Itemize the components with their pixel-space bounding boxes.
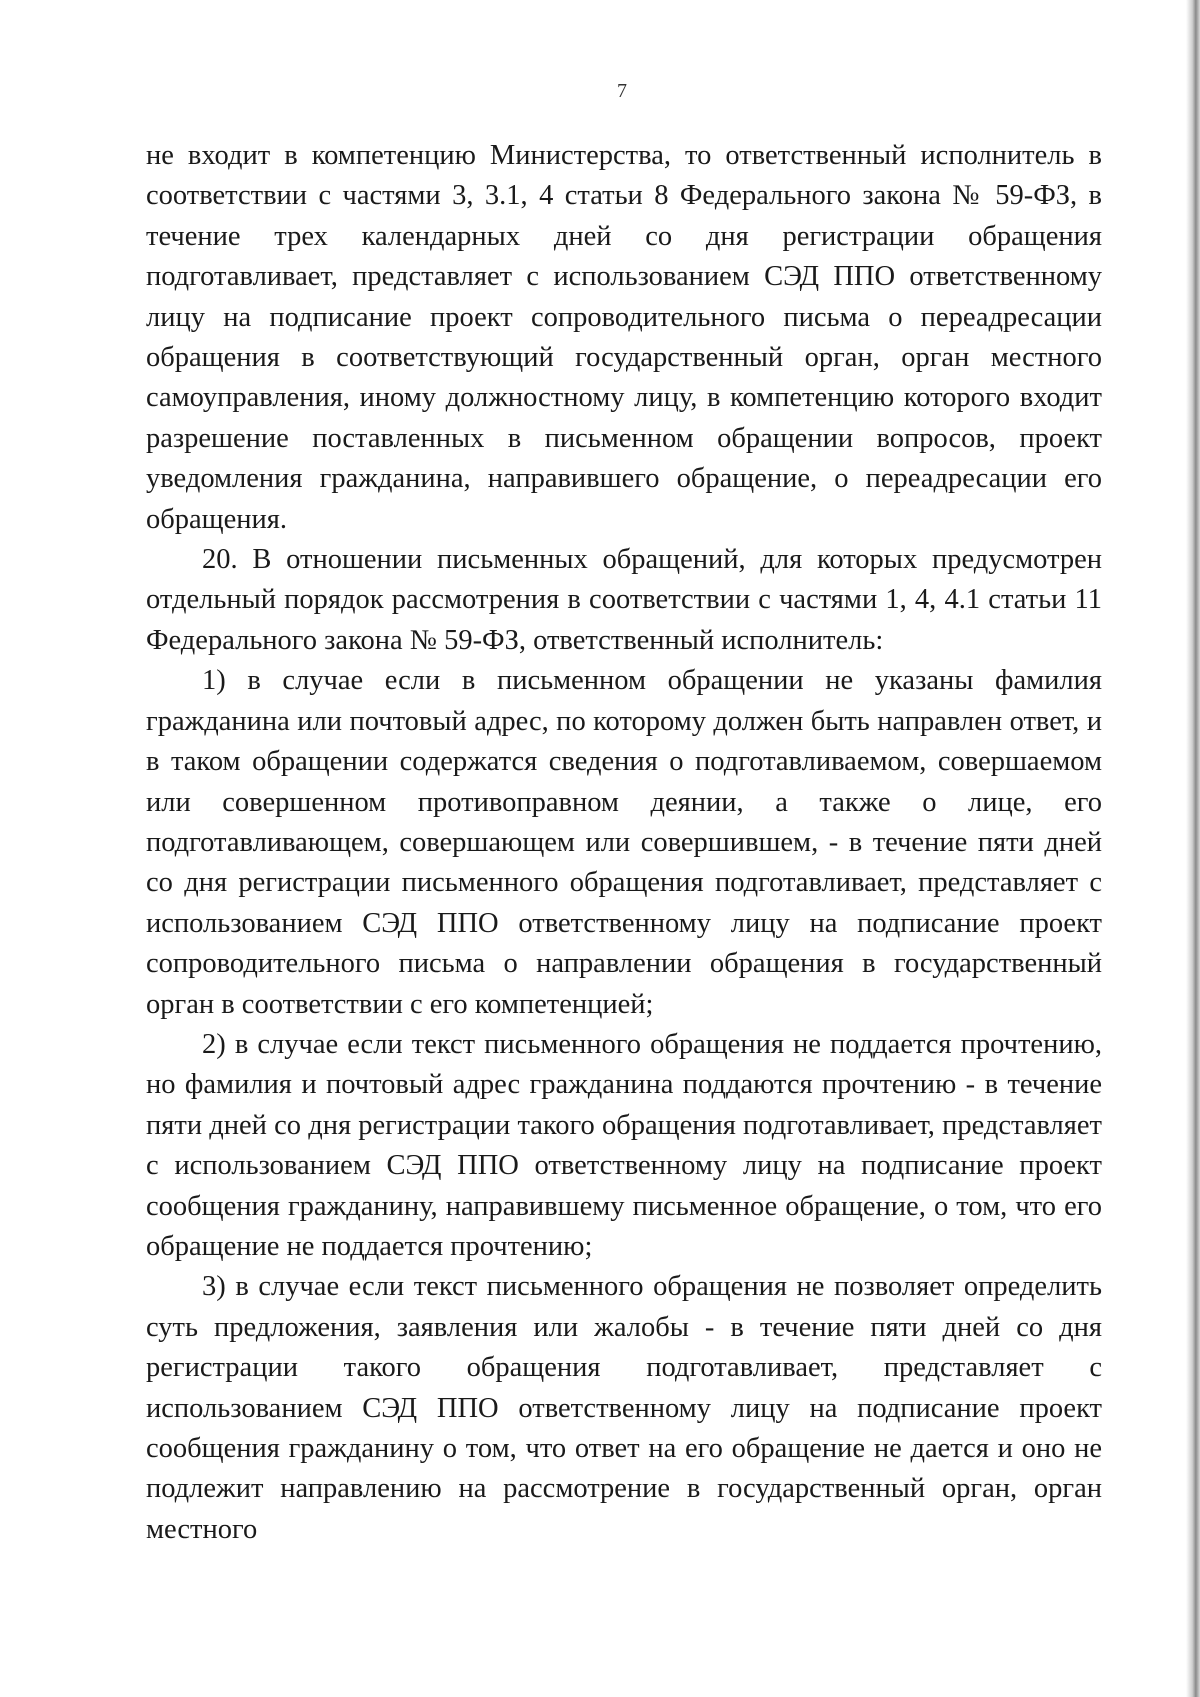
paragraph-item-20: 20. В отношении письменных обращений, для которых предусмотрен отдельный порядок рассмотрения в соответствии с частями 1, 4, 4.1 статьи 11 Федерального закона № 59-ФЗ, ответственный исполнитель:: [146, 544, 1102, 656]
document-body: [146, 136, 1102, 1550]
paragraph-subitem-3: 3) в случае если текст письменного обращения не позволяет определить суть предложения, заявления или жалобы - в течение пяти дней со дня регистрации такого обращения подготавливает, представляет с использованием СЭД ППО ответственному лицу на подписание проект сообщения гражданину о том, что ответ на его обращение не дается и оно не подлежит направлению на рассмотрение в государственный орган, орган местного: [146, 1271, 1102, 1545]
page-number: 7: [617, 80, 627, 102]
page-edge-shadow: [1186, 0, 1200, 1697]
paragraph-subitem-2: 2) в случае если текст письменного обращения не поддается прочтению, но фамилия и почтовый адрес гражданина поддаются прочтению - в течение пяти дней со дня регистрации такого обращения подготавливает, представляет с использованием СЭД ППО ответственному лицу на подписание проект сообщения гражданину, направившему письменное обращение, о том, что его обращение не поддается прочтению;: [146, 1028, 1102, 1262]
paragraph-subitem-1: 1) в случае если в письменном обращении не указаны фамилия гражданина или почтовый адрес, по которому должен быть направлен ответ, и в таком обращении содержатся сведения о подготавливаемом, совершаемом или совершенном противоправном деянии, а также о лице, его подготавливающем, совершающем или совершившем, - в течение пяти дней со дня регистрации письменного обращения подготавливает, представляет с использованием СЭД ППО ответственному лицу на подписание проект сопроводительного письма о направлении обращения в государственный орган в соответствии с его компетенцией;: [146, 665, 1102, 1020]
paragraph-continuation: не входит в компетенцию Министерства, то ответственный исполнитель в соответствии с частями 3, 3.1, 4 статьи 8 Федерального закона № 59-ФЗ, в течение трех календарных дней со дня регистрации обращения подготавливает, представляет с использованием СЭД ППО ответственному лицу на подписание проект сопроводительного письма о переадресации обращения в соответствующий государственный орган, орган местного самоуправления, иному должностному лицу, в компетенцию которого входит разрешение поставленных в письменном обращении вопросов, проект уведомления гражданина, направившего обращение, о переадресации его обращения.: [146, 140, 1102, 535]
